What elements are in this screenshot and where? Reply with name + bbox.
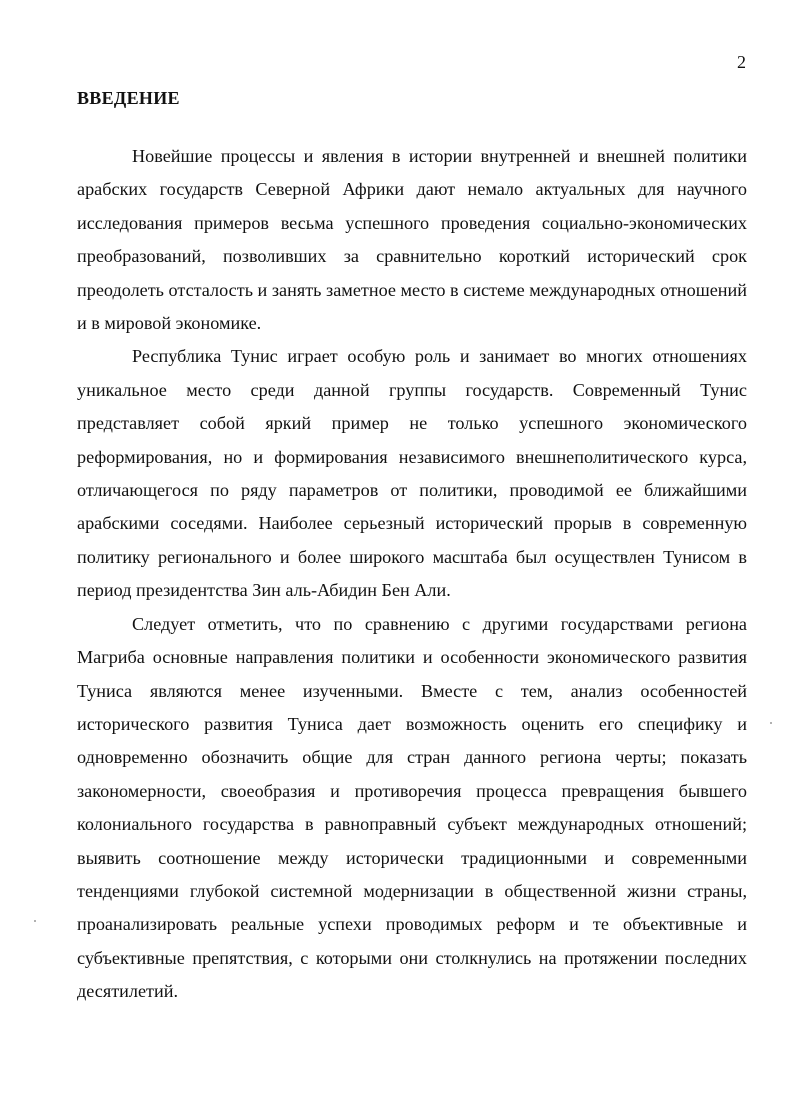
- paragraph-3: Следует отметить, что по сравнению с другими государствами региона Магриба основные направления политики и особенности экономического развития Туниса являются менее изученными. Вместе с тем, анализ особенностей исторического развития Туниса дает возможность оценить его специфику и одновременно обозначить общие для стран данного региона черты; показать закономерности, своеобразия и противоречия процесса превращения бывшего колониального государства в равноправный субъект международных отношений; выявить соотношение между исторически традиционными и современными тенденциями глубокой системной модернизации в общественной жизни страны, проанализировать реальные успехи проводимых реформ и те объективные и субъективные препятствия, с которыми они столкнулись на протяжении последних десятилетий.: [77, 613, 747, 1002]
- scan-speck: [34, 920, 36, 922]
- paragraph-1: Новейшие процессы и явления в истории внутренней и внешней политики арабских государств Северной Африки дают немало актуальных для научного исследования примеров весьма успешного проведения социально-экономических преобразований, позволивших за сравнительно короткий исторический срок преодолеть отсталость и занять заметное место в системе международных отношений и в мировой экономике.: [77, 146, 747, 334]
- page-number: 2: [737, 52, 746, 72]
- scan-speck: [770, 722, 772, 724]
- body-text: [77, 140, 747, 1009]
- section-heading: ВВЕДЕНИЕ: [77, 88, 180, 108]
- paragraph-2: Республика Тунис играет особую роль и занимает во многих отношениях уникальное место среди данной группы государств. Современный Тунис представляет собой яркий пример не только успешного экономического реформирования, но и формирования независимого внешнеполитического курса, отличающегося по ряду параметров от политики, проводимой ее ближайшими арабскими соседями. Наиболее серьезный исторический прорыв в современную политику регионального и более широкого масштаба был осуществлен Тунисом в период президентства Зин аль-Абидин Бен Али.: [77, 346, 747, 601]
